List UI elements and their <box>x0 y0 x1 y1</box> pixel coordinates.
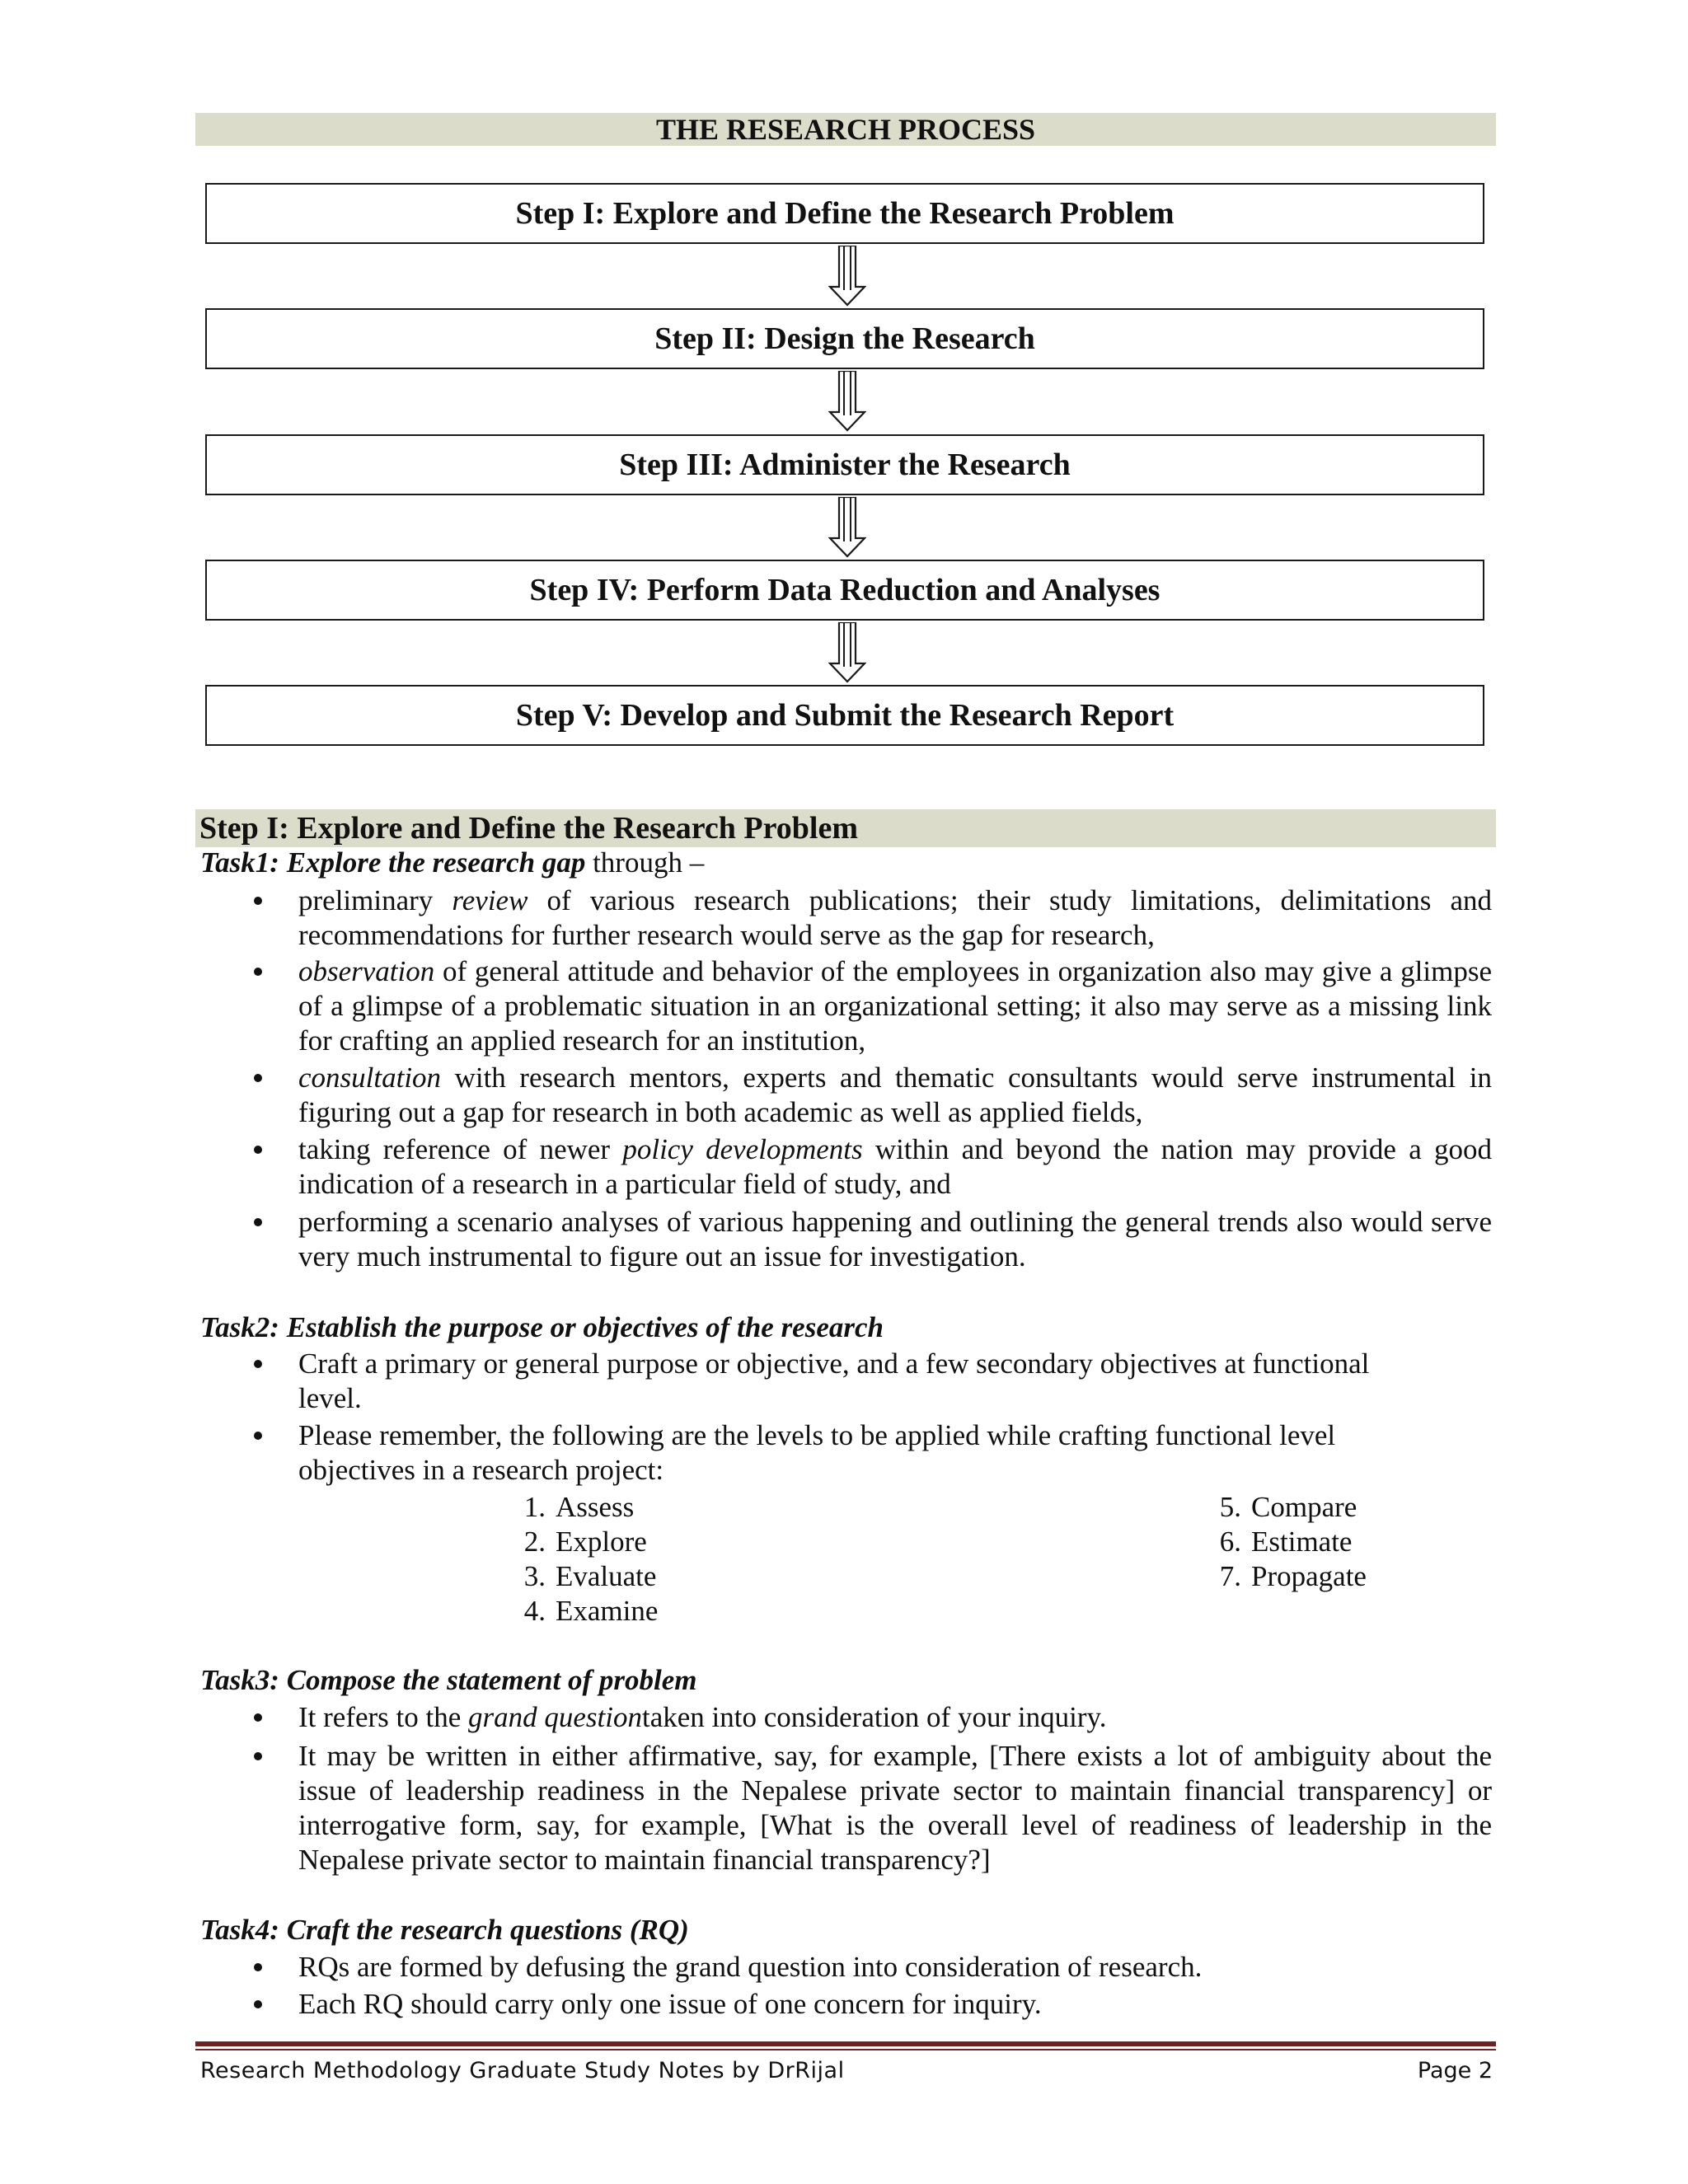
task1-heading-tail: through – <box>585 846 705 879</box>
level-item: 6. Estimate <box>1219 1526 1353 1558</box>
section-heading: Step I: Explore and Define the Research Problem <box>195 809 1496 847</box>
flow-step-1: Step I: Explore and Define the Research Problem <box>205 183 1484 244</box>
down-arrow-icon <box>828 497 866 558</box>
level-item: 5. Compare <box>1219 1491 1357 1523</box>
flow-step-5: Step V: Develop and Submit the Research Report <box>205 685 1484 746</box>
list-item: preliminary review of various research publications; their study limitations, delimitations and recommendations for further research would serve as the gap for research, <box>298 884 1492 951</box>
list-item: It may be written in either affirmative, say, for example, [There exists a lot of ambiguity about the issue of leadership readiness in the Nepalese private sector to maintain financial transparency] or interrogative form, say, for example, [What is the overall level of readiness of leadership in the Nepalese private sector to maintain financial transparency?] <box>298 1740 1492 1876</box>
level-item: 1. Assess <box>523 1491 635 1523</box>
list-item: RQs are formed by defusing the grand question into consideration of research. <box>298 1950 1492 1985</box>
task4-heading: Task4: Craft the research questions (RQ) <box>200 1914 689 1946</box>
footer-divider <box>195 2041 1496 2046</box>
page-number: Page 2 <box>1417 2058 1493 2083</box>
list-item: Each RQ should carry only one issue of one concern for inquiry. <box>298 1987 1492 2022</box>
list-item: Please remember, the following are the levels to be applied while crafting functional level objectives in a research project: <box>298 1418 1436 1488</box>
list-item: performing a scenario analyses of various happening and outlining the general trends also would serve very much instrumental to figure out an issue for investigation. <box>298 1206 1492 1272</box>
level-item: 4. Examine <box>523 1595 659 1627</box>
list-item: It refers to the grand questiontaken into consideration of your inquiry. <box>298 1700 1492 1735</box>
list-item: Craft a primary or general purpose or objective, and a few secondary objectives at functional level. <box>298 1347 1436 1416</box>
task1-heading-label: Task1: Explore the research gap <box>200 846 586 879</box>
level-item: 3. Evaluate <box>523 1560 657 1592</box>
down-arrow-icon <box>828 622 866 683</box>
task1-heading <box>200 846 704 880</box>
task2-heading: Task2: Establish the purpose or objectives of the research <box>200 1311 884 1343</box>
flow-step-4: Step IV: Perform Data Reduction and Analyses <box>205 560 1484 621</box>
flow-step-3: Step III: Administer the Research <box>205 434 1484 495</box>
footer-title: Research Methodology Graduate Study Notes by DrRijal <box>200 2058 845 2083</box>
down-arrow-icon <box>828 371 866 432</box>
list-item: consultation with research mentors, experts and thematic consultants would serve instrumental in figuring out a gap for research in both academic as well as applied fields, <box>298 1062 1492 1128</box>
down-arrow-icon <box>828 246 866 307</box>
footer-divider-thin <box>195 2049 1496 2050</box>
page-title: THE RESEARCH PROCESS <box>195 113 1496 146</box>
level-item: 2. Explore <box>523 1526 647 1558</box>
flow-step-2: Step II: Design the Research <box>205 308 1484 369</box>
level-item: 7. Propagate <box>1219 1560 1367 1592</box>
list-item: taking reference of newer policy developments within and beyond the nation may provide a good indication of a research in a particular field of study, and <box>298 1133 1493 1200</box>
list-item: observation of general attitude and behavior of the employees in organization also may give a glimpse of a glimpse of a problematic situation in an organizational setting; it also may serve as a missing link for crafting an applied research for an institution, <box>298 955 1492 1057</box>
task3-heading: Task3: Compose the statement of problem <box>200 1664 697 1696</box>
